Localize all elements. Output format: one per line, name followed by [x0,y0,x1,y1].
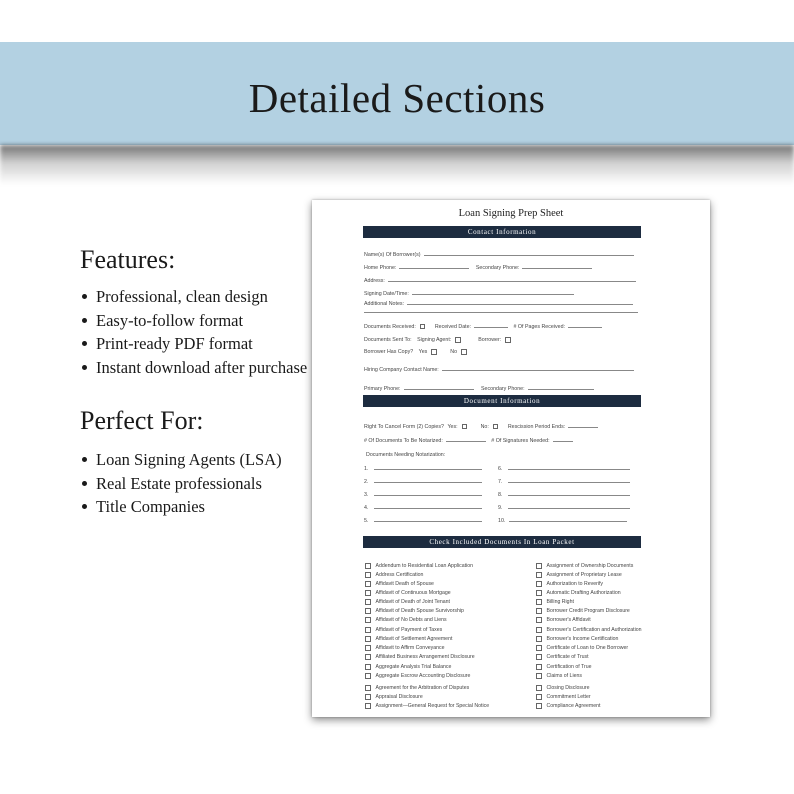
rescission-label: Rescission Period Ends: [507,424,566,430]
checklist-item [365,590,451,596]
borrower-copy-row [364,349,467,355]
perfect-for-item: Loan Signing Agents (LSA) [80,448,310,472]
checklist-checkbox[interactable] [365,685,371,691]
checklist-item [365,685,469,691]
checklist-checkbox[interactable] [365,636,371,642]
perfect-for-item: Title Companies [80,495,310,519]
checklist-checkbox[interactable] [536,599,542,605]
checklist-item [365,694,423,700]
checklist-item [365,572,423,578]
checklist-item [365,581,434,587]
features-heading: Features: [80,245,176,274]
notarization-line-item [498,503,630,511]
checklist-checkbox[interactable] [365,694,371,700]
item-number: 7. [498,479,503,485]
borrower-copy-yes-checkbox[interactable] [431,349,437,355]
right-to-cancel-yes-checkbox[interactable] [462,424,468,430]
docs-notarized-label: # Of Documents To Be Notarized: [364,438,443,444]
item-number: 5. [364,518,369,524]
checklist-checkbox[interactable] [365,599,371,605]
checklist-item-label: Affidavit of Settlement Agreement [375,636,453,643]
item-number: 10. [498,518,506,524]
feature-column [80,245,310,519]
checklist-item-label: Affidavit of Death of Joint Tenant [375,599,450,606]
checklist-item [536,581,603,587]
right-to-cancel-yes-label: Yes: [447,424,458,430]
checklist-item-label: Automatic Drafting Authorization [546,590,621,597]
primary-phone-label: Primary Phone: [364,386,401,392]
item-number: 8. [498,492,503,498]
borrowers-label: Name(s) Of Borrower(s) [364,252,421,258]
checklist-item-label: Assignment of Ownership Documents [546,563,634,570]
checklist-item [365,673,470,679]
docs-needing-notarization-label: Documents Needing Notarization: [366,452,446,458]
checklist-item [365,645,445,651]
checklist-item [536,703,600,709]
borrower-copy-label: Borrower Has Copy? [364,349,414,356]
checklist-item-label: Affidavit of No Debts and Liens [375,617,447,624]
features-item: Easy-to-follow format [80,309,310,333]
received-date-line [474,322,508,328]
checklist-item-label: Agreement for the Arbitration of Disputes [375,685,470,692]
item-number: 9. [498,505,503,511]
notarization-line-item [364,503,482,511]
checklist-checkbox[interactable] [365,563,371,569]
documents-sent-label: Documents Sent To: [364,337,412,344]
checklist-item-label: Assignment—General Request for Special Notice [375,703,490,710]
notarization-line-item [364,464,482,472]
checklist-item-label: Authorization to Reverify [546,581,604,588]
perfect-for-list [80,448,310,519]
right-to-cancel-no-checkbox[interactable] [493,424,499,430]
checklist-item [365,599,450,605]
received-date-label: Received Date: [434,324,472,330]
features-item: Instant download after purchase [80,356,310,380]
documents-sent-row [364,337,511,343]
checklist-checkbox[interactable] [536,685,542,691]
address-field [364,276,636,284]
additional-notes-label: Additional Notes: [364,301,405,307]
docs-notarized-line [446,436,486,442]
item-number: 3. [364,492,369,498]
checklist-item-label: Borrower's Income Certification [546,636,619,643]
hiring-company-field [364,365,634,373]
checklist-checkbox[interactable] [365,581,371,587]
checklist-checkbox[interactable] [365,617,371,623]
right-to-cancel-label: Right To Cancel Form (2) Copies? [364,424,444,430]
signing-datetime-label: Signing Date/Time: [364,291,409,297]
checklist-checkbox[interactable] [536,703,542,709]
checklist-item [365,563,473,569]
contact-section-header: Contact Information [363,226,641,238]
item-number: 1. [364,466,369,472]
checklist-item-label: Billing Right [546,599,574,606]
home-phone-label: Home Phone: [364,265,397,271]
address-line [388,276,636,282]
checklist-item-label: Borrower Credit Program Disclosure [546,608,630,615]
checklist-checkbox[interactable] [536,617,542,623]
pages-received-line [568,322,602,328]
checklist-item-label: Affidavit of Death Spouse Survivorship [375,608,464,615]
checklist-item [536,608,630,614]
borrower-copy-yes-label: Yes [418,349,428,356]
secondary-phone-2-label: Secondary Phone: [481,386,525,392]
phone-row [364,263,592,271]
checklist-item-label: Affiliated Business Arrangement Disclosure [375,654,475,661]
checklist-checkbox[interactable] [536,572,542,578]
checklist-item [536,645,628,651]
checklist-item-label: Addendum to Residential Loan Application [375,563,473,570]
checklist-item [536,673,582,679]
checklist-item-label: Certification of True [546,664,592,671]
checklist-item-label: Aggregate Analysis Trial Balance [375,664,452,671]
checklist-checkbox[interactable] [536,590,542,596]
secondary-phone-line [522,263,592,269]
checklist-item-label: Borrower's Certification and Authorization [546,627,642,634]
signatures-needed-line [553,436,573,442]
address-label: Address: [364,278,385,284]
checklist-checkbox[interactable] [365,654,371,660]
checklist-item [536,694,591,700]
checklist-checkbox[interactable] [365,673,371,679]
signing-agent-label: Signing Agent: [417,337,452,344]
checklist-checkbox[interactable] [536,636,542,642]
checklist-item-label: Affidavit of Payment of Taxes [375,627,443,634]
checklist-checkbox[interactable] [536,563,542,569]
contact-phone-row [364,384,594,392]
perfect-for-heading: Perfect For: [80,406,204,435]
checklist-checkbox[interactable] [536,645,542,651]
checklist-item [536,572,622,578]
checklist-item [365,664,451,670]
right-to-cancel-row [364,422,598,430]
notarization-line-item [364,490,482,498]
checklist-item-label: Compliance Agreement [546,703,601,710]
checklist-checkbox[interactable] [536,581,542,587]
checklist-item-label: Closing Disclosure [546,685,590,692]
checklist-checkbox[interactable] [536,673,542,679]
checklist-item-label: Claims of Liens [546,673,582,680]
notarization-line-item [364,516,482,524]
borrower-label: Borrower: [478,337,502,344]
checklist-item [536,617,591,623]
checklist-item [536,590,621,596]
additional-notes-line [407,299,633,305]
checklist-checkbox[interactable] [536,608,542,614]
checklist-checkbox[interactable] [365,645,371,651]
documents-received-row [364,322,602,330]
features-item: Print-ready PDF format [80,332,310,356]
signing-agent-checkbox[interactable] [455,337,461,343]
checklist-checkbox[interactable] [365,627,371,633]
secondary-phone-label: Secondary Phone: [475,265,520,271]
hiring-company-line [442,365,634,371]
notarization-line-item [498,477,630,485]
documents-received-checkbox[interactable] [420,324,426,330]
checklist-item [536,664,591,670]
additional-notes-line-2 [364,307,638,315]
borrowers-line [424,250,634,256]
item-number: 6. [498,466,503,472]
checklist-item-label: Appraisal Disclosure [375,694,423,701]
checklist-item [365,636,452,642]
header-banner [0,42,794,145]
notarized-row [364,436,573,444]
notarization-line-item [498,464,630,472]
checklist-item-label: Affidavit to Affirm Conveyance [375,645,445,652]
checklist-item [365,703,489,709]
notarization-line-item [498,490,630,498]
features-item: Professional, clean design [80,285,310,309]
signatures-needed-label: # Of Signatures Needed: [491,438,550,444]
checklist-item [536,636,618,642]
checklist-item-label: Affidavit of Continuous Mortgage [375,590,451,597]
checklist-item-label: Affidavit Death of Spouse [375,581,434,588]
additional-notes-field [364,299,633,307]
borrower-copy-no-checkbox[interactable] [461,349,467,355]
checklist-checkbox[interactable] [365,572,371,578]
perfect-for-item: Real Estate professionals [80,472,310,496]
notarization-line-item [364,477,482,485]
notarization-line-item [498,516,627,524]
checklist-item [365,627,442,633]
checklist-item [536,563,633,569]
checklist-item-label: Assignment of Proprietary Lease [546,572,622,579]
checklist-item-label: Certificate of Trust [546,654,589,661]
borrower-copy-no-label: No [450,349,458,356]
signing-datetime-field [364,289,574,297]
right-to-cancel-no-label: No: [480,424,489,430]
checklist-item-label: Commitment Letter [546,694,591,701]
borrower-checkbox[interactable] [505,337,511,343]
checklist-item-label: Aggregate Escrow Accounting Disclosure [375,673,471,680]
prep-sheet-preview [312,200,710,717]
checklist-item [365,617,447,623]
features-list [80,285,310,379]
checklist-section-header: Check Included Documents In Loan Packet [363,536,641,548]
sheet-title: Loan Signing Prep Sheet [458,208,564,219]
banner-shadow [0,145,794,185]
checklist-item [365,608,464,614]
signing-datetime-line [412,289,574,295]
secondary-phone-2-line [528,384,594,390]
checklist-item [536,627,642,633]
item-number: 4. [364,505,369,511]
checklist-checkbox[interactable] [536,664,542,670]
checklist-item [536,685,589,691]
borrowers-field [364,250,634,258]
primary-phone-line [404,384,474,390]
checklist-item [536,599,574,605]
banner-title: Detailed Sections [248,74,546,121]
checklist-checkbox[interactable] [365,608,371,614]
checklist-item-label: Borrower's Affidavit [546,617,591,624]
checklist-item [365,654,475,660]
checklist-checkbox[interactable] [536,627,542,633]
home-phone-line [399,263,469,269]
document-section-header: Document Information [363,395,641,407]
checklist-checkbox[interactable] [536,654,542,660]
checklist-checkbox[interactable] [365,664,371,670]
checklist-item [536,654,589,660]
checklist-checkbox[interactable] [536,694,542,700]
pages-received-label: # Of Pages Received: [513,324,566,330]
hiring-company-label: Hiring Company Contact Name: [364,367,439,373]
checklist-item-label: Address Certification [375,572,424,579]
documents-received-label: Documents Received: [364,324,416,330]
checklist-item-label: Certificate of Loan to One Borrower [546,645,629,652]
checklist-checkbox[interactable] [365,703,371,709]
item-number: 2. [364,479,369,485]
rescission-line [568,422,598,428]
checklist-checkbox[interactable] [365,590,371,596]
